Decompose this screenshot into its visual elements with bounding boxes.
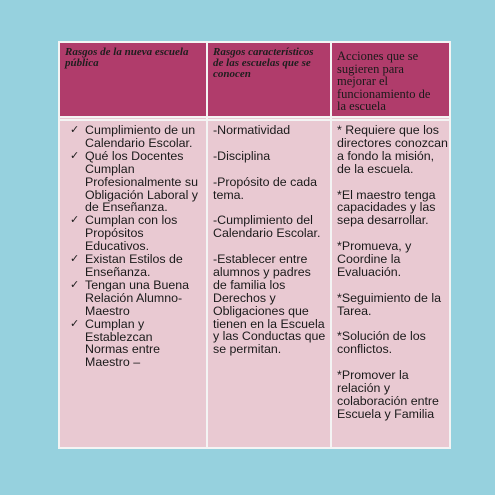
check-icon: ✓ <box>70 278 80 291</box>
check-icon: ✓ <box>70 317 80 330</box>
column-divider <box>330 43 332 447</box>
list-item: -Disciplina <box>213 148 271 163</box>
list-item: -Propósito de cada tema. <box>213 174 318 202</box>
list-item: -Normatividad <box>213 123 291 137</box>
list-item: *El maestro tenga capacidades y las sepa desarrollar. <box>337 187 436 228</box>
header-col2: Rasgos característicos de las escuelas que se conocen <box>213 46 314 80</box>
list-item: ✓ Cumplan con los Propósitos Educativos. <box>70 213 178 254</box>
header-divider <box>60 116 449 118</box>
header-col1: Rasgos de la nueva escuela pública <box>65 46 189 69</box>
list-item: * Requiere que los directores conozcan a fondo la misión, de la escuela. <box>337 123 448 176</box>
list-item: *Promover la relación y colaboración entre Escuela y Familia <box>337 368 439 421</box>
check-icon: ✓ <box>70 214 80 227</box>
list-item: ✓ Qué los Docentes Cumplan Profesionalmente su Obligación Laboral y de Enseñanza. <box>70 148 198 215</box>
check-icon: ✓ <box>70 253 80 266</box>
col1-body <box>67 124 199 369</box>
col2-body <box>213 124 327 356</box>
check-icon: ✓ <box>70 149 80 162</box>
list-item: ✓ Tengan una Buena Relación Alumno-Maestro <box>70 277 190 318</box>
check-icon: ✓ <box>70 124 80 136</box>
col3-body <box>337 124 449 421</box>
list-item: -Cumplimiento del Calendario Escolar. <box>213 213 321 241</box>
column-divider <box>206 43 208 447</box>
list-item: ✓ Cumplimiento de un Calendario Escolar. <box>70 123 196 150</box>
list-item: *Seguimiento de la Tarea. <box>337 290 442 318</box>
header-divider <box>60 119 449 121</box>
list-item: ✓ Existan Estilos de Enseñanza. <box>70 252 183 279</box>
comparison-table <box>58 41 451 449</box>
header-col3: Acciones que se sugieren para mejorar el funcionamiento de la escuela <box>337 49 431 113</box>
list-item: -Establecer entre alumnos y padres de familia los Derechos y Obligaciones que tienen en la Escuela y las Conductas que se permitan. <box>213 252 326 357</box>
list-item: *Promueva, y Coordine la Evaluación. <box>337 239 412 279</box>
list-item: ✓ Cumplan y Establezcan Normas entre Maestro – <box>70 316 161 370</box>
list-item: *Solución de los conflictos. <box>337 329 426 357</box>
